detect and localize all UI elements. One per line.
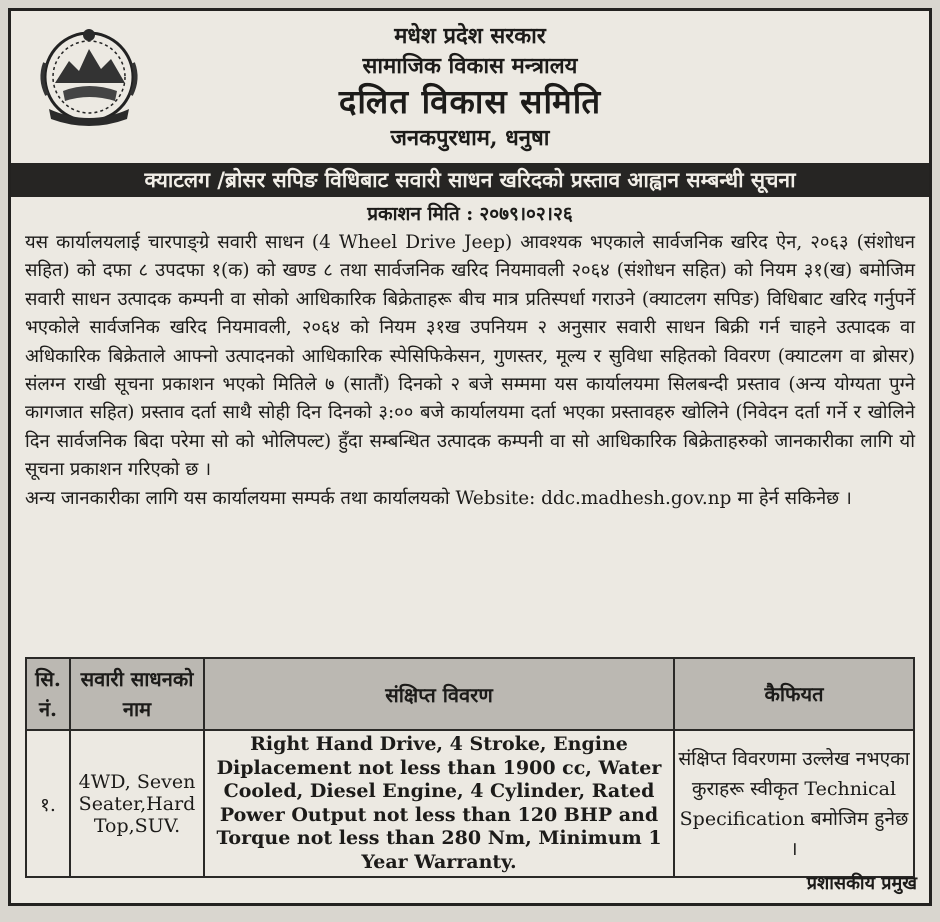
office-address: जनकपुरधाम, धनुषा: [390, 125, 550, 151]
notice-title: क्याटलग /ब्रोसर सपिङ विधिबाट सवारी साधन खरिदको प्रस्ताव आह्वान सम्बन्धी सूचना: [11, 163, 929, 197]
table-row: [26, 730, 914, 877]
cell-vehicle: 4WD, Seven Seater,Hard Top,SUV.: [70, 730, 204, 877]
publication-date: [11, 199, 929, 229]
publication-date-label: प्रकाशन मिति :: [367, 203, 474, 225]
header-vehicle: सवारी साधनको नाम: [70, 658, 204, 730]
header: [11, 11, 929, 163]
cell-description: Right Hand Drive, 4 Stroke, Engine Diplacement not less than 1900 cc, Water Cooled, Diesel Engine, 4 Cylinder, Rated Power Output not less than 120 BHP and Torque not less than 280 Nm, Minimum 1 Year Warranty.: [204, 730, 674, 877]
cell-sn: १.: [26, 730, 70, 877]
signature-title: प्रशासकीय प्रमुख: [806, 873, 917, 894]
header-remarks: कैफियत: [674, 658, 914, 730]
body-paragraph-2: अन्य जानकारीका लागि यस कार्यालयमा सम्पर्क तथा कार्यालयको Website: ddc.madhesh.gov.np मा हेर्न सकिनेछ ।: [25, 487, 852, 509]
notice-body: [11, 229, 929, 513]
header-sn: सि. नं.: [26, 658, 70, 730]
government-name: मधेश प्रदेश सरकार: [394, 23, 546, 49]
cell-remarks: संक्षिप्त विवरणमा उल्लेख नभएका कुराहरू स्वीकृत Technical Specification बमोजिम हुनेछ ।: [674, 730, 914, 877]
office-name: दलित विकास समिति: [338, 82, 602, 121]
publication-date-value: २०७९।०२।२६: [479, 203, 573, 225]
vehicle-table: [25, 657, 915, 878]
header-description: संक्षिप्त विवरण: [204, 658, 674, 730]
notice-page: [8, 8, 932, 906]
ministry-name: सामाजिक विकास मन्त्रालय: [362, 53, 578, 79]
table-header-row: [26, 658, 914, 730]
body-paragraph-1: यस कार्यालयलाई चारपाङ्ग्रे सवारी साधन (4 Wheel Drive Jeep) आवश्यक भएकाले सार्वजनिक खरिद ऐन, २०६३ (संशोधन सहित) को दफा ८ उपदफा १(क) को खण्ड ८ तथा सार्वजनिक खरिद नियमावली २०६४ (संशोधन सहित) को नियम ३१(ख) बमोजिम सवारी साधन उत्पादक कम्पनी वा सोको आधिकारिक बिक्रेताहरू बीच मात्र प्रतिस्पर्धा गराउने (क्याटलग सपिङ) विधिबाट खरिद गर्नुपर्ने भएकोले सार्वजनिक खरिद नियमावली, २०६४ को नियम ३१ख उपनियम २ अनुसार सवारी साधन बिक्री गर्न चाहने उत्पादक वा अधिकारिक बिक्रेताले आफ्नो उत्पादनको आधिकारिक स्पेसिफिकेसन, गुणस्तर, मूल्य र सुविधा सहितको विवरण (क्याटलग वा ब्रोसर) संलग्न राखी सूचना प्रकाशन भएको मितिले ७ (सातौं) दिनको २ बजे सम्ममा यस कार्यालयमा सिलबन्दी प्रस्ताव (अन्य योग्यता पुग्ने कागजात सहित) प्रस्ताव दर्ता साथै सोही दिन दिनको ३:०० बजे कार्यालयमा दर्ता भएका प्रस्तावहरु खोलिने (निवेदन दर्ता गर्ने र खोलिने दिन सार्वजनिक बिदा परेमा सो को भोलिपल्ट) हुँदा सम्बन्धित उत्पादक कम्पनी वा सो आधिकारिक बिक्रेताहरुको जानकारीका लागि यो सूचना प्रकाशन गरिएको छ ।: [25, 232, 915, 481]
